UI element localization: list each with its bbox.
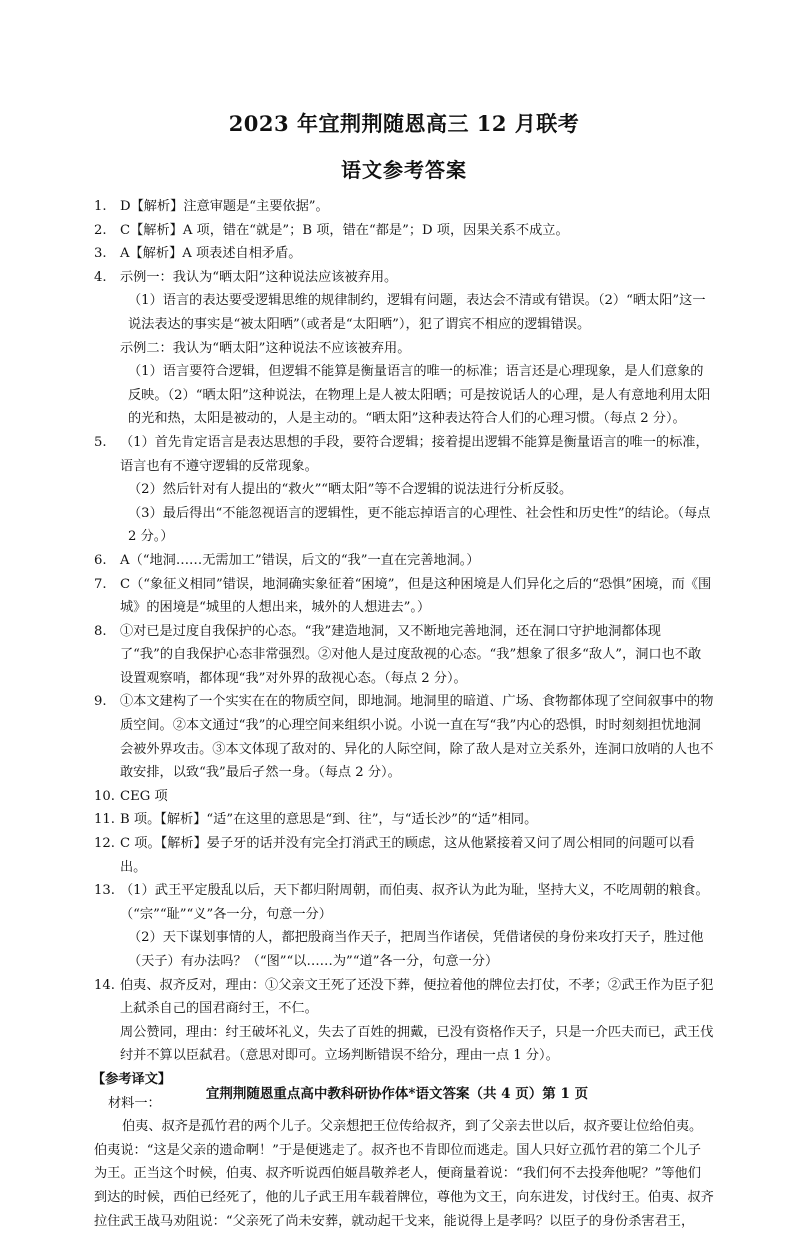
answer-item-14 — [94, 974, 714, 1068]
answer-text: 示例一：我认为“晒太阳”这种说法应该被弃用。 — [120, 269, 398, 285]
answer-item-9 — [94, 690, 714, 784]
answer-item-10 — [94, 785, 714, 809]
answer-number: 11. — [94, 812, 115, 828]
answer-text: 伯夷、叔齐反对，理由：①父亲文王死了还没下葬，便拉着他的牌位去打仗，不孝；②武王作为臣子犯上弑杀自己的国君商纣王，不仁。 — [120, 977, 714, 1017]
answer-item-7 — [94, 573, 714, 620]
answer-number: 4. — [94, 269, 107, 285]
answer-number: 14. — [94, 977, 115, 993]
answer-item-1 — [94, 195, 714, 219]
translation-label: 【参考译文】 — [92, 1071, 172, 1087]
answer-text: 周公赞同，理由：纣王破坏礼义，失去了百姓的拥戴，已没有资格作天子，只是一介匹夫而已，武王伐纣并不算以臣弑君。（意思对即可。立场判断错误不给分，理由一点 1 分）。 — [120, 1024, 714, 1064]
answer-number: 12. — [94, 836, 115, 852]
answer-text: ①本文建构了一个实实在在的物质空间，即地洞。地洞里的暗道、广场、食物都体现了空间叙事中的物质空间。②本文通过“我”的心理空间来组织小说。小说一直在写“我”内心的恐惧，时时刻刻担忧地洞会被外界攻击。③本文体现了敌对的、异化的人际空间，除了敌人是对立关系外，连洞口放哨的人也不敢安排，以致“我”最后孑然一身。（每点 2 分）。 — [120, 694, 714, 781]
answer-text: A（“地洞……无需加工”错误，后文的“我”一直在完善地洞。） — [120, 552, 480, 568]
answer-number: 5. — [94, 434, 107, 450]
answer-item-5 — [94, 431, 714, 549]
answer-text: （3）最后得出“不能忽视语言的逻辑性，更不能忘掉语言的心理性、社会性和历史性”的结论。（每点 2 分。） — [128, 505, 711, 545]
answer-number: 6. — [94, 552, 107, 568]
page-subtitle: 语文参考答案 — [341, 158, 467, 182]
answer-number: 9. — [94, 694, 107, 710]
answer-text: A【解析】A 项表述自相矛盾。 — [120, 246, 302, 262]
answer-number: 10. — [94, 788, 115, 804]
answer-list — [94, 195, 714, 1233]
answer-text: CEG 项 — [120, 788, 168, 804]
answer-text: 示例二：我认为“晒太阳”这种说法不应该被弃用。 — [120, 340, 411, 356]
answer-text: （1）武王平定殷乱以后，天下都归附周朝，而伯夷、叔齐认为此为耻，坚持大义，不吃周朝的粮食。（“宗”“耻”“义”各一分，句意一分） — [120, 883, 709, 922]
answer-number: 3. — [94, 246, 107, 262]
page-footer: 宜荆荆随恩重点高中教科研协作体*语文答案（共 4 页）第 1 页 — [205, 1086, 589, 1102]
page-title: 2023 年宜荆荆随恩高三 12 月联考 — [228, 111, 580, 136]
answer-text: ①对已是过度自我保护的心态。“我”建造地洞，又不断地完善地洞，还在洞口守护地洞都体现了“我”的自我保护心态非常强烈。②对他人是过度敌视的心态。“我”想象了很多“敌人”，洞口也不敢设置观察哨，都体现“我”对外界的敌视心态。（每点 2 分）。 — [120, 623, 702, 686]
answer-number: 13. — [94, 883, 115, 899]
answer-item-6 — [94, 549, 714, 573]
answer-number: 7. — [94, 576, 107, 592]
answer-number: 2. — [94, 222, 107, 238]
answer-text: C【解析】A 项，错在“就是”；B 项，错在“都是”；D 项，因果关系不成立。 — [120, 222, 569, 238]
answer-number: 1. — [94, 199, 107, 214]
answer-number: 8. — [94, 623, 107, 639]
answer-item-12 — [94, 832, 714, 879]
answer-text: （2）然后针对有人提出的“救火”“晒太阳”等不合逻辑的说法进行分析反驳。 — [128, 482, 573, 498]
answer-text: C（“象征义相同”错误，地洞确实象征着“困境”，但是这种困境是人们异化之后的“恐惧”困境，而《围城》的困境是“城里的人想出来，城外的人想进去”。） — [120, 576, 712, 616]
answer-text: （1）语言要符合逻辑，但逻辑不能算是衡量语言的唯一的标准；语言还是心理现象，是人们意象的反映。（2）“晒太阳”这种说法，在物理上是人被太阳晒；可是按说话人的心理，是人有意地利用太阳的光和热，太阳是被动的，人是主动的。“晒太阳”这种表达符合人们的心理习惯。（每点 2 分）。 — [128, 364, 711, 427]
answer-text: （1）语言的表达要受逻辑思维的规律制约，逻辑有问题，表达会不清或有错误。（2）“晒太阳”这一说法表达的事实是“被太阳晒”（或者是“太阳晒”），犯了谓宾不相应的逻辑错误。 — [128, 293, 706, 332]
material-label: 材料一： — [108, 1095, 161, 1111]
answer-text: C 项。【解析】晏子牙的话并没有完全打消武王的顾虑，这从他紧接着又问了周公相同的问题可以看出。 — [120, 836, 695, 875]
answer-item-4 — [94, 266, 714, 431]
answer-text: （1）首先肯定语言是表达思想的手段，要符合逻辑；接着提出逻辑不能算是衡量语言的唯一的标准，语言也有不遵守逻辑的反常现象。 — [120, 434, 709, 474]
answer-item-3 — [94, 242, 714, 266]
translation-text: 伯夷、叔齐是孤竹君的两个儿子。父亲想把王位传给叔齐，到了父亲去世以后，叔齐要让位给伯夷。伯夷说：“这是父亲的遗命啊！”于是便逃走了。叔齐也不肯即位而逃走。国人只好立孤竹君的第二个儿子为王。正当这个时候，伯夷、叔齐听说西伯姬昌敬养老人，便商量着说：“我们何不去投奔他呢？”等他们到达的时候，西伯已经死了，他的儿子武王用车载着牌位，尊他为文王，向东进发，讨伐纣王。伯夷、叔齐拉住武王战马劝阻说：“父亲死了尚未安葬，就动起干戈来，能说得上是孝吗？以臣子的身份杀害君王， — [94, 1119, 714, 1229]
answer-text: B 项。【解析】“适”在这里的意思是“到、往”，与“适长沙”的“适”相同。 — [120, 812, 538, 828]
answer-item-2 — [94, 219, 714, 243]
answer-text: （2）天下谋划事情的人，都把殷商当作天子，把周当作诸侯，凭借诸侯的身份来攻打天子，胜过他（天子）有办法吗？（“图”“以……为”“道”各一分，句意一分） — [128, 930, 704, 969]
answer-item-11 — [94, 808, 714, 832]
answer-item-13 — [94, 879, 714, 973]
answer-item-8 — [94, 620, 714, 691]
answer-text: D【解析】注意审题是“主要依据”。 — [120, 199, 329, 214]
